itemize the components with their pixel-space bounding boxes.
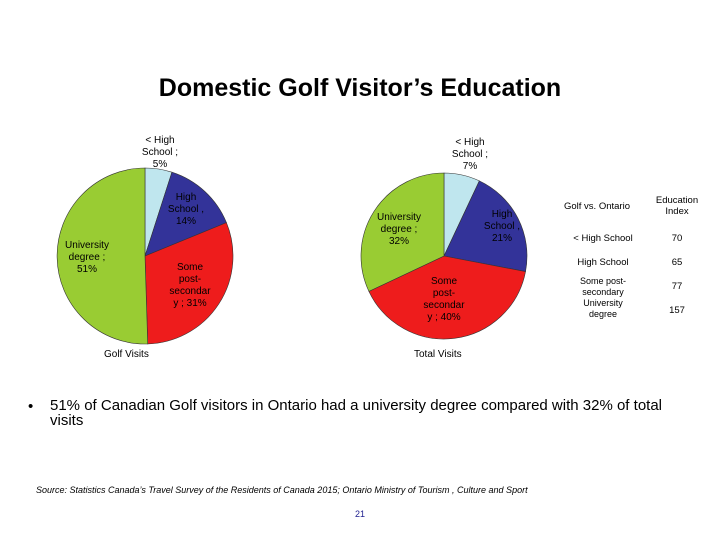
table-cell-index: 65 [671, 256, 683, 268]
table-header-education-index: Education Index [655, 195, 699, 217]
table-header-row [554, 186, 702, 226]
bullet-symbol: • [28, 398, 34, 415]
table-cell-category: < High School [573, 232, 633, 244]
table-cell-index: 157 [669, 304, 685, 316]
total-label-high-school: High School , 21% [483, 209, 521, 244]
table-row [554, 250, 702, 274]
education-index-table [554, 186, 702, 322]
table-cell-index: 70 [671, 232, 683, 244]
golf-label-high-school: High School , 14% [167, 192, 205, 227]
table-cell-index: 77 [671, 280, 683, 292]
bullet-text: 51% of Canadian Golf visitors in Ontario had a university degree compared with 32% of total visits [50, 397, 662, 429]
table-cell-category: High School [577, 256, 629, 268]
table-cell-category: Some post- secondary University degree [579, 276, 627, 319]
golf-label-lt-high-school: < High School ; 5% [141, 135, 179, 170]
page-number: 21 [354, 509, 365, 519]
total-visits-caption: Total Visits [414, 349, 462, 360]
golf-visits-caption: Golf Visits [104, 349, 149, 360]
total-label-lt-high-school: < High School ; 7% [451, 137, 489, 172]
total-label-some-post-secondary: Some post- secondar y ; 40% [423, 276, 465, 323]
table-header-golf-vs-ontario: Golf vs. Ontario [564, 200, 630, 212]
golf-label-some-post-secondary: Some post- secondar y ; 31% [169, 262, 211, 309]
source-note: Source: Statistics Canada’s Travel Survey of the Residents of Canada 2015; Ontario Ministry of Tourism , Culture and Sport [36, 485, 528, 495]
table-row [554, 274, 702, 298]
table-row [554, 226, 702, 250]
golf-label-university: University degree ; 51% [65, 240, 109, 275]
total-label-university: University degree ; 32% [377, 212, 421, 247]
slide-title: Domestic Golf Visitor’s Education [158, 74, 562, 102]
